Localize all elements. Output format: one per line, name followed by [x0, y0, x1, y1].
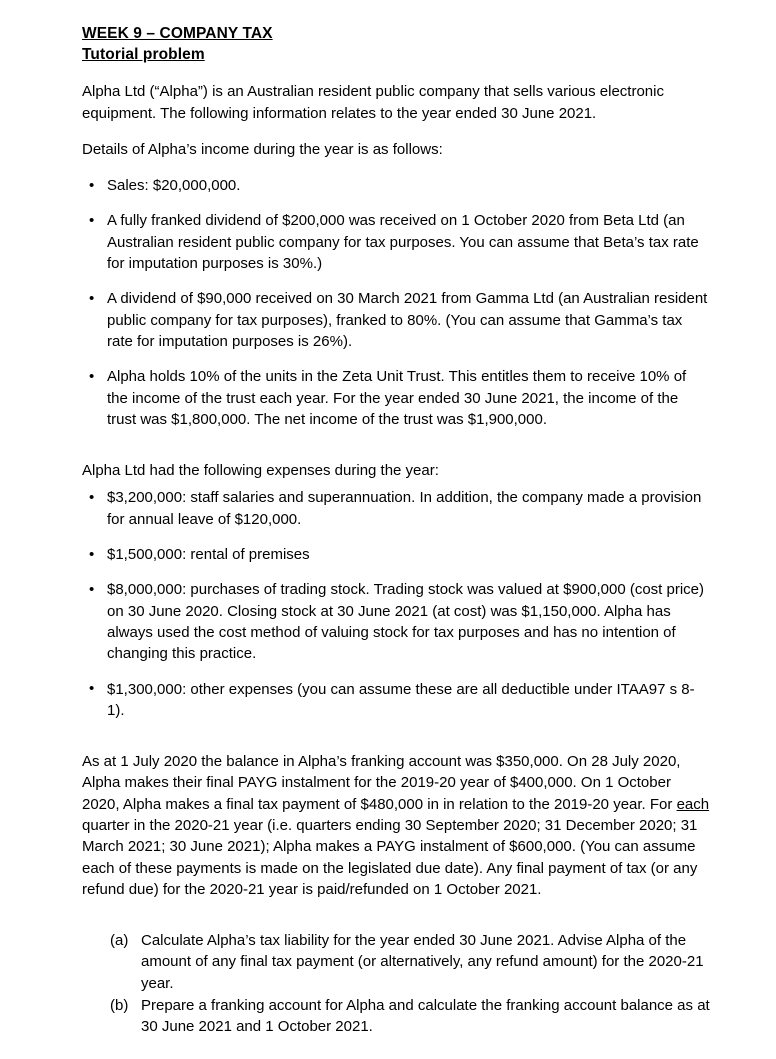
list-item: • $1,500,000: rental of premises [86, 544, 710, 565]
income-bullet-list [82, 175, 710, 430]
list-item: • Sales: $20,000,000. [86, 175, 710, 196]
list-item [110, 930, 710, 994]
expenses-bullet-list [82, 487, 710, 721]
page-subtitle: Tutorial problem [82, 46, 205, 64]
list-item: • $1,300,000: other expenses (you can assume these are all deductible under ITAA97 s 8-1). [86, 679, 710, 722]
questions-list [82, 930, 710, 1037]
list-item: • A fully franked dividend of $200,000 was received on 1 October 2020 from Beta Ltd (an Australian resident public company for tax purposes. You can assume that Beta’s tax rate for imputation purposes is 30%.) [86, 210, 710, 274]
section-spacer [82, 900, 710, 930]
list-item-marker: (b) [110, 997, 129, 1015]
section-spacer [82, 430, 710, 460]
franking-paragraph-part1: As at 1 July 2020 the balance in Alpha’s franking account was $350,000. On 28 July 2020, Alpha makes their final PAYG instalment for the 2019-20 year of $400,000. On 1 October 2020, Alpha makes a final tax payment of $480,000 in in relation to the 2019-20 year. For [82, 753, 681, 813]
list-item: • $3,200,000: staff salaries and superannuation. In addition, the company made a provision for annual leave of $120,000. [86, 487, 710, 530]
franking-paragraph-part2: quarter in the 2020-21 year (i.e. quarters ending 30 September 2020; 31 December 2020; 31 March 2021; 30 June 2021); Alpha makes a PAYG instalment of $600,000. (You can assume each of these payments is made on the legislated due date). Any final payment of tax (or any refund due) for the 2020-21 year is paid/refunded on 1 October 2021. [82, 817, 698, 898]
franking-paragraph [82, 751, 710, 900]
list-item: • A dividend of $90,000 received on 30 March 2021 from Gamma Ltd (an Australian resident public company for tax purposes), franked to 80%. (You can assume that Gamma’s tax rate for imputation purposes is 26%). [86, 288, 710, 352]
list-item: • $8,000,000: purchases of trading stock. Trading stock was valued at $900,000 (cost price) on 30 June 2020. Closing stock at 30 June 2021 (at cost) was $1,150,000. Alpha has always used the cost method of valuing stock for tax purposes and has no intention of changing this practice. [86, 579, 710, 664]
list-item-text: Prepare a franking account for Alpha and calculate the franking account balance as at 30 June 2021 and 1 October 2021. [141, 997, 710, 1036]
page-title: WEEK 9 – COMPANY TAX [82, 25, 273, 42]
franking-paragraph-emphasis: each [676, 795, 710, 813]
intro-paragraph: Alpha Ltd (“Alpha”) is an Australian resident public company that sells various electronic equipment. The following information relates to the year ended 30 June 2021. [82, 83, 664, 122]
list-item-marker: (a) [110, 932, 129, 950]
expenses-lead-paragraph: Alpha Ltd had the following expenses during the year: [82, 462, 439, 480]
section-spacer [82, 721, 710, 751]
list-item: • Alpha holds 10% of the units in the Zeta Unit Trust. This entitles them to receive 10% of the income of the trust each year. For the year ended 30 June 2021, the income of the trust was $1,800,000. The net income of the trust was $1,900,000. [86, 366, 710, 430]
income-lead-paragraph: Details of Alpha’s income during the year is as follows: [82, 140, 443, 158]
list-item-text: Calculate Alpha’s tax liability for the year ended 30 June 2021. Advise Alpha of the amount of any final tax payment (or alternatively, any refund amount) for the 2020-21 year. [141, 932, 704, 992]
list-item [110, 995, 710, 1038]
